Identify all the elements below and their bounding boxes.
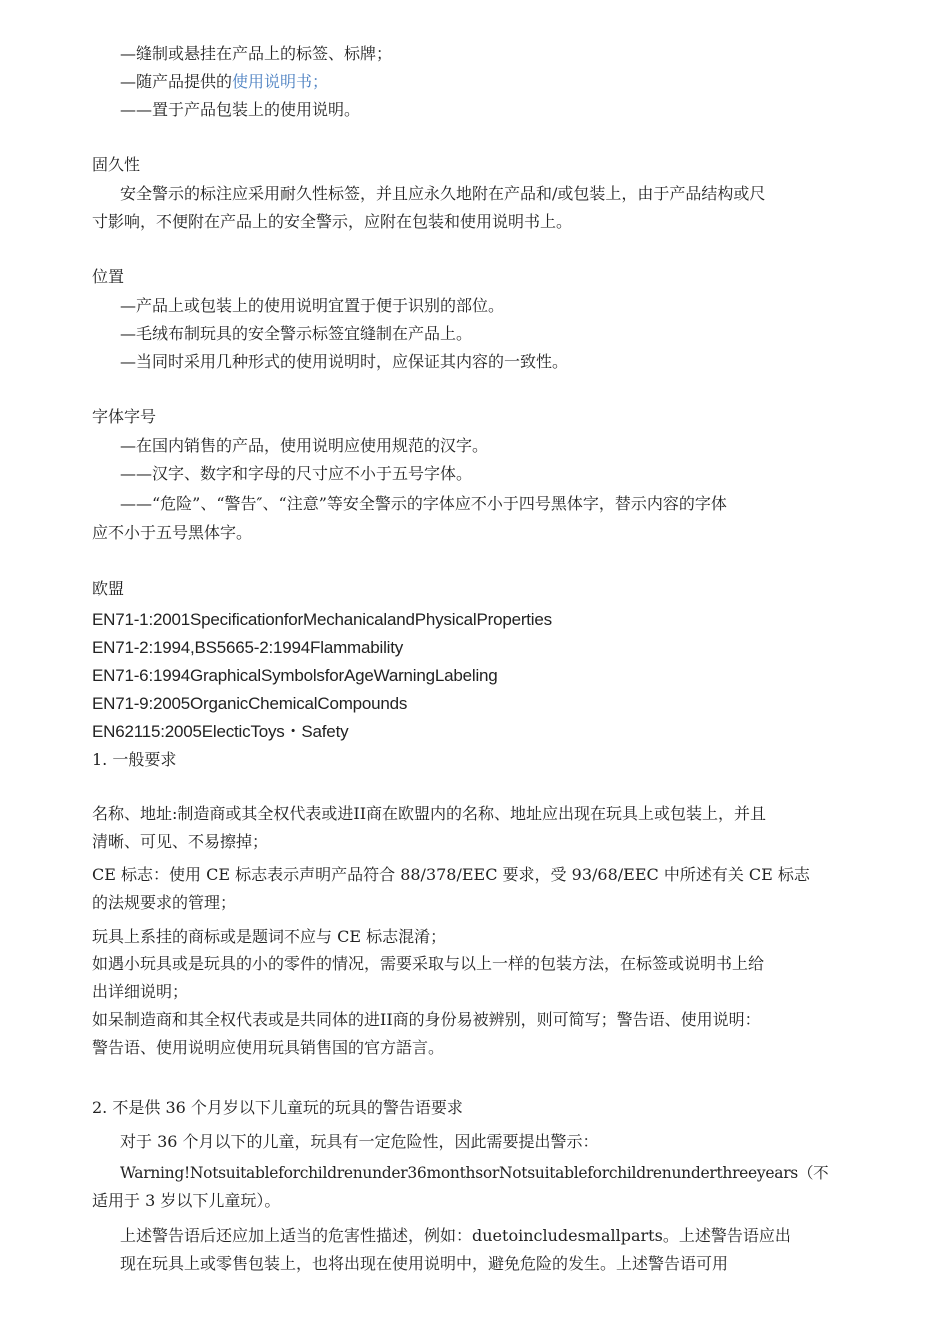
- numbered-heading: 2. 不是供 36 个月岁以下儿童玩的玩具的警告语要求: [92, 1098, 463, 1117]
- paragraph-line: CE 标志：使用 CE 标志表示声明产品符合 88/378/EEC 要求，受 93/68/EEC 中所述有关 CE 标志: [92, 865, 810, 884]
- paragraph-line: 适用于 3 岁以下儿童玩）。: [92, 1191, 281, 1210]
- paragraph-line: 警告语、使用说明应使用玩具销售国的官方語言。: [92, 1038, 445, 1057]
- text-line: [120, 68, 328, 96]
- text-line: ——置于产品包装上的使用说明。: [120, 100, 361, 119]
- text-line: —在国内销售的产品，使用说明应使用规范的汉字。: [120, 436, 489, 455]
- text-line: ——汉字、数字和字母的尺寸应不小于五号字体。: [120, 464, 473, 483]
- paragraph-line: 的法规要求的管理；: [92, 893, 237, 912]
- paragraph-line: 名称、地址:制造商或其全权代表或进II商在欧盟内的名称、地址应出现在玩具上或包装上，并且: [92, 804, 767, 823]
- text-span: —随产品提供的: [120, 72, 233, 91]
- standard-item: EN62115:2005ElecticToys・Safety: [92, 722, 349, 741]
- standard-item: EN71-2:1994,BS5665-2:1994Flammability: [92, 638, 404, 657]
- paragraph-line: 安全警示的标注应采用耐久性标签，并且应永久地附在产品和/或包装上，由于产品结构或尺: [120, 184, 766, 203]
- paragraph-line: 现在玩具上或零售包装上，也将出现在使用说明中，避免危险的发生。上述警告语可用: [120, 1254, 729, 1273]
- paragraph-line: 如呆制造商和其全权代表或是共同体的进II商的身份易被辨别，则可简写；警告语、使用说明：: [92, 1010, 761, 1029]
- standard-item: EN71-1:2001SpecificationforMechanicalandPhysicalProperties: [92, 610, 552, 629]
- paragraph-line: 出详细说明；: [92, 982, 189, 1001]
- paragraph-line: 清晰、可见、不易擦掉；: [92, 832, 269, 851]
- paragraph-line: 寸影响，不便附在产品上的安全警示，应附在包装和使用说明书上。: [92, 212, 573, 231]
- text-line: —毛绒布制玩具的安全警示标签宜缝制在产品上。: [120, 324, 473, 343]
- text-line: ——“危险”、“警告″、“注意”等安全警示的字体应不小于四号黑体字，替示内容的字体: [120, 494, 727, 513]
- standard-item: EN71-9:2005OrganicChemicalCompounds: [92, 694, 408, 713]
- manual-link[interactable]: 使用说明书；: [232, 72, 329, 91]
- standard-item: EN71-6:1994GraphicalSymbolsforAgeWarningLabeling: [92, 666, 498, 685]
- text-line: —当同时采用几种形式的使用说明时，应保证其内容的一致性。: [120, 352, 569, 371]
- text-line: 应不小于五号黑体字。: [92, 523, 253, 542]
- section-heading-position: 位置: [92, 267, 125, 286]
- section-heading-eu: 欧盟: [92, 579, 125, 598]
- paragraph-line: 上述警告语后还应加上适当的危害性描述，例如：duetoincludesmallparts。上述警告语应出: [120, 1226, 791, 1245]
- section-heading-font: 字体字号: [92, 407, 157, 426]
- text-line: —产品上或包装上的使用说明宜置于便于识别的部位。: [120, 296, 505, 315]
- text-line: —缝制或悬挂在产品上的标签、标牌；: [120, 44, 393, 63]
- paragraph-line: 对于 36 个月以下的儿童，玩具有一定危险性，因此需要提出警示：: [120, 1132, 599, 1151]
- warning-text-line: Warning!Notsuitableforchildrenunder36monthsorNotsuitableforchildrenunderthreeyears（不: [120, 1164, 829, 1182]
- paragraph-line: 如遇小玩具或是玩具的小的零件的情况，需要采取与以上一样的包装方法，在标签或说明书上给: [92, 954, 765, 973]
- numbered-heading: 1. 一般要求: [92, 750, 177, 769]
- paragraph-line: 玩具上系挂的商标或是题词不应与 CE 标志混淆；: [92, 927, 447, 946]
- section-heading-durability: 固久性: [92, 155, 141, 174]
